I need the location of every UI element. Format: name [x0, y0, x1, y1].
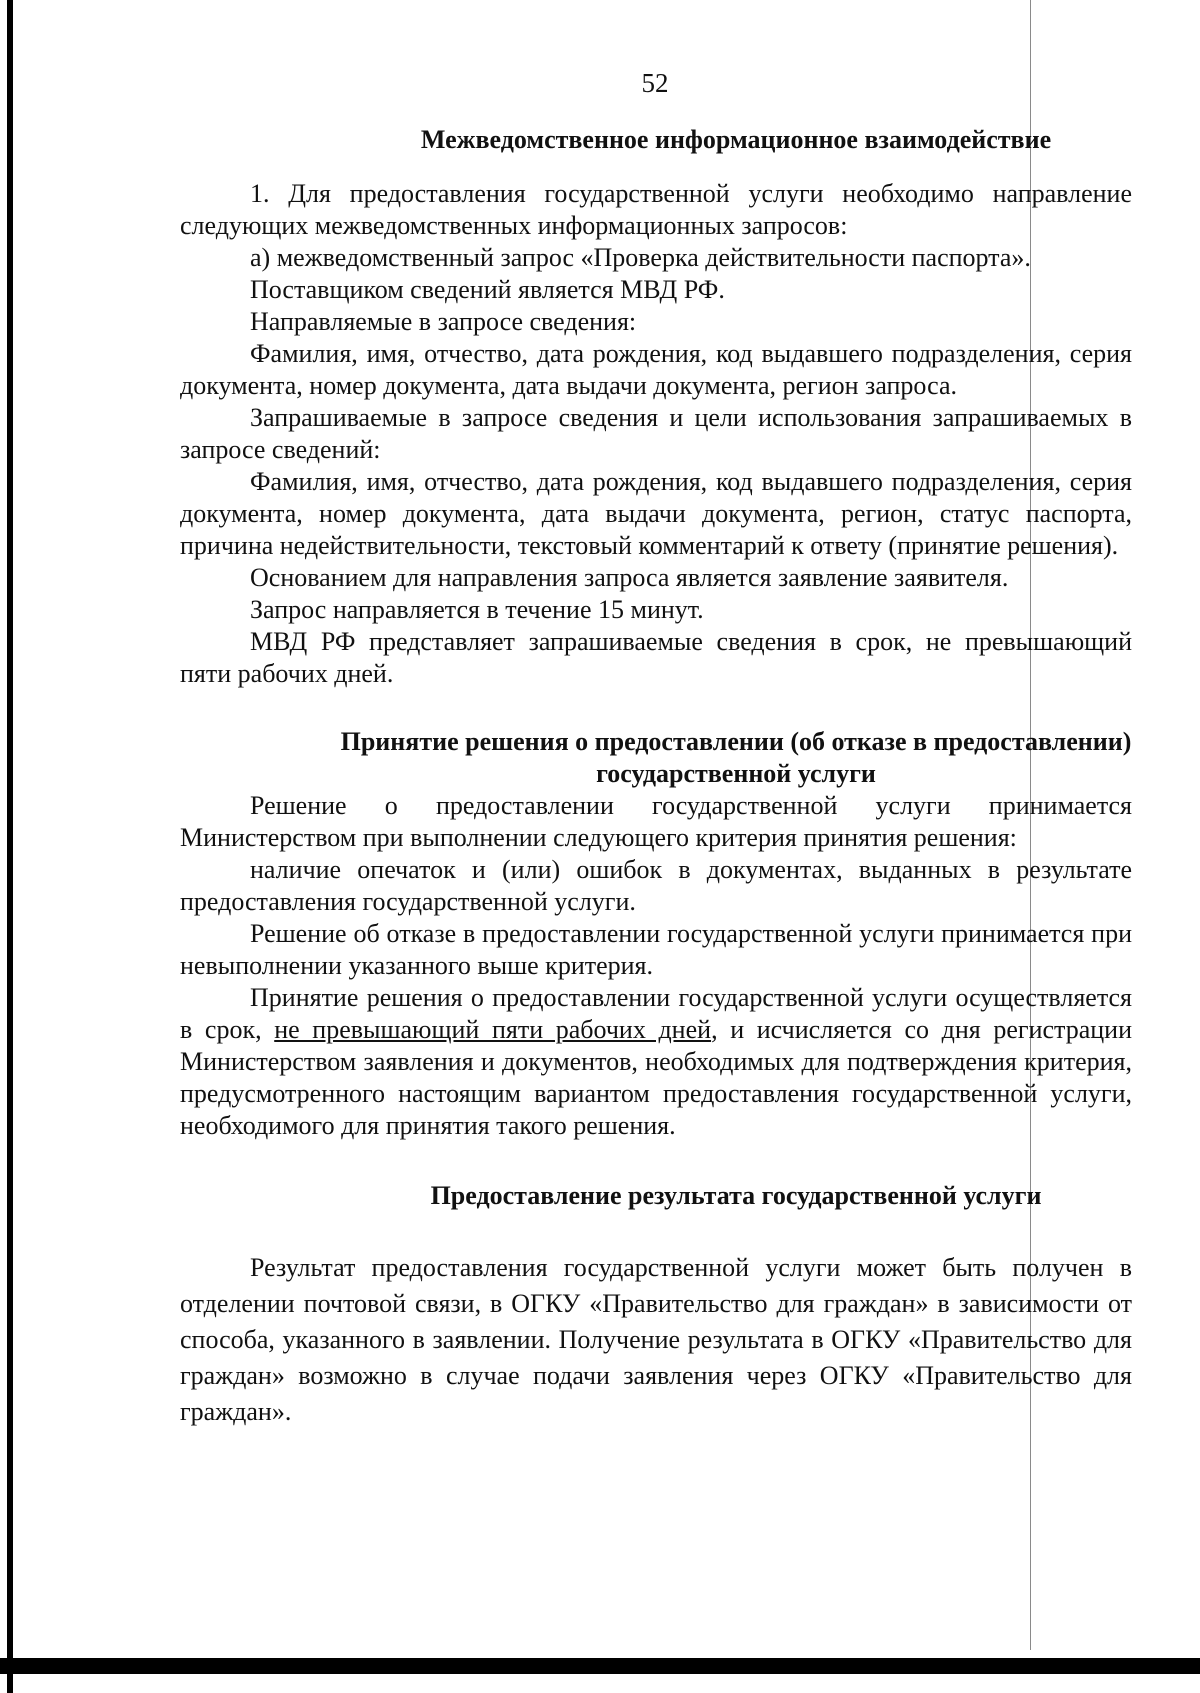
- paragraph: Основанием для направления запроса является заявление заявителя.: [250, 563, 1009, 592]
- section-interagency: [180, 178, 1132, 690]
- text-run: Принятие решения о предоставлении государственной услуги осуществляется в срок,: [180, 983, 1132, 1044]
- paragraph-with-underline: [180, 982, 1132, 1142]
- section-title-line: Принятие решения о предоставлении (об отказе в предоставлении): [340, 727, 1132, 756]
- paragraph: Направляемые в запросе сведения:: [250, 307, 637, 336]
- paragraph: наличие опечаток и (или) ошибок в документах, выданных в результате предоставления государственной услуги.: [180, 855, 1132, 916]
- section-title-line: государственной услуги: [596, 759, 876, 788]
- paragraph: Решение об отказе в предоставлении государственной услуги принимается при невыполнении указанного выше критерия.: [180, 919, 1132, 980]
- paragraph: Запрос направляется в течение 15 минут.: [250, 595, 704, 624]
- paragraph: Запрашиваемые в запросе сведения и цели использования запрашиваемых в запросе сведений:: [180, 403, 1132, 464]
- underlined-text: не превышающий пяти рабочих дней: [274, 1015, 712, 1044]
- scan-edge-left: [7, 0, 13, 1693]
- paragraph: Фамилия, имя, отчество, дата рождения, код выдавшего подразделения, серия документа, номер документа, дата выдачи документа, регион запроса.: [180, 339, 1132, 400]
- paragraph: Поставщиком сведений является МВД РФ.: [250, 275, 725, 304]
- paragraph: 1. Для предоставления государственной услуги необходимо направление следующих межведомственных информационных запросов:: [180, 179, 1132, 240]
- section-title-interagency: Межведомственное информационное взаимодействие: [420, 125, 1052, 154]
- page-number: 52: [641, 68, 669, 98]
- section-title-result: Предоставление результата государственной услуги: [430, 1181, 1042, 1210]
- paragraph: а) межведомственный запрос «Проверка действительности паспорта».: [250, 243, 1031, 272]
- text-run: , и исчисляется со дня регистрации Министерством заявления и документов, необходимых для подтверждения критерия, предусмотренного настоящим вариантом предоставления государственной услуги, необходимого для принятия такого решения.: [180, 1015, 1133, 1140]
- paragraph: Решение о предоставлении государственной услуги принимается Министерством при выполнении следующего критерия принятия решения:: [180, 791, 1132, 852]
- section-result: [180, 1250, 1132, 1430]
- paragraph: Результат предоставления государственной услуги может быть получен в отделении почтовой связи, в ОГКУ «Правительство для граждан» в зависимости от способа, указанного в заявлении. Получение результата в ОГКУ «Правительство для граждан» возможно в случае подачи заявления через ОГКУ «Правительство для граждан».: [180, 1253, 1132, 1426]
- section-title-decision: [180, 726, 1132, 790]
- paragraph: Фамилия, имя, отчество, дата рождения, код выдавшего подразделения, серия документа, номер документа, дата выдачи документа, регион, статус паспорта, причина недействительности, текстовый комментарий к ответу (принятие решения).: [180, 467, 1132, 560]
- document-body: [180, 124, 1132, 1430]
- section-decision: [180, 790, 1132, 1142]
- paragraph: МВД РФ представляет запрашиваемые сведения в срок, не превышающий пяти рабочих дней.: [180, 627, 1132, 688]
- scan-edge-bottom: [0, 1658, 1200, 1674]
